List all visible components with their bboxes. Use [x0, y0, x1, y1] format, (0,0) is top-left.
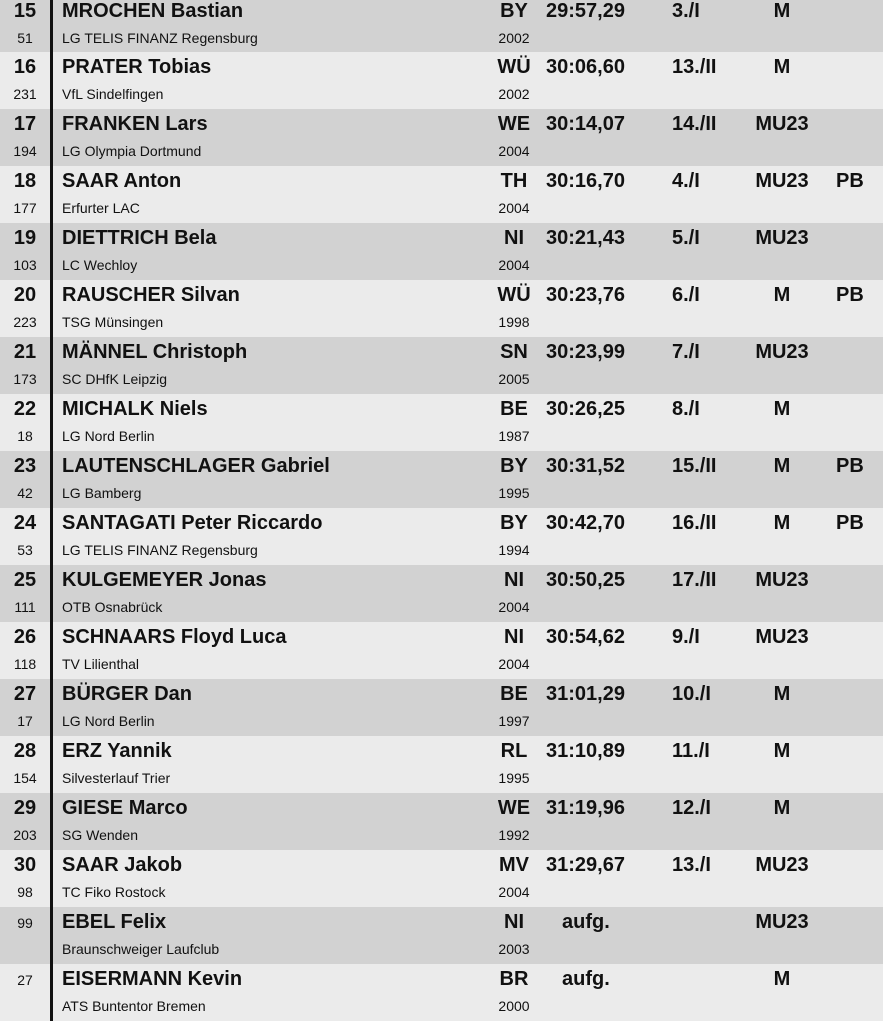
- finish-time: 30:21,43: [546, 227, 625, 249]
- state-code: BY: [500, 0, 528, 22]
- bib-number: 98: [17, 884, 33, 900]
- athlete-name: ERZ Yannik: [62, 740, 172, 762]
- club-name: LG Nord Berlin: [62, 713, 155, 729]
- club-name: LG Nord Berlin: [62, 428, 155, 444]
- column-divider: [50, 622, 53, 679]
- result-row: [0, 451, 883, 508]
- age-category: M: [773, 740, 791, 762]
- class-rank: 3./I: [672, 0, 700, 22]
- athlete-name: SCHNAARS Floyd Luca: [62, 626, 287, 648]
- place-number: 29: [13, 797, 37, 819]
- birth-year: 2004: [498, 884, 530, 900]
- state-code: WE: [497, 797, 531, 819]
- club-name: SG Wenden: [62, 827, 139, 843]
- result-row: [0, 907, 883, 964]
- club-name: TC Fiko Rostock: [62, 884, 166, 900]
- birth-year: 2004: [498, 599, 530, 615]
- athlete-name: MROCHEN Bastian: [62, 0, 244, 22]
- state-code: BY: [500, 455, 528, 477]
- athlete-name: MÄNNEL Christoph: [62, 341, 248, 363]
- finish-time: 30:16,70: [546, 170, 625, 192]
- finish-time: 30:26,25: [546, 398, 625, 420]
- class-rank: 8./I: [672, 398, 700, 420]
- class-rank: 5./I: [672, 227, 700, 249]
- birth-year: 2005: [498, 371, 530, 387]
- place-number: 17: [13, 113, 37, 135]
- place-number: 24: [13, 512, 37, 534]
- birth-year: 1998: [498, 314, 530, 330]
- club-name: VfL Sindelfingen: [62, 86, 164, 102]
- state-code: RL: [500, 740, 528, 762]
- age-category: M: [773, 455, 791, 477]
- result-row: [0, 223, 883, 280]
- state-code: TH: [500, 170, 528, 192]
- athlete-name: BÜRGER Dan: [62, 683, 193, 705]
- result-row: [0, 394, 883, 451]
- place-number: 15: [13, 0, 37, 22]
- athlete-name: FRANKEN Lars: [62, 113, 208, 135]
- result-row: [0, 622, 883, 679]
- age-category: M: [773, 797, 791, 819]
- column-divider: [50, 907, 53, 964]
- column-divider: [50, 394, 53, 451]
- class-rank: 4./I: [672, 170, 700, 192]
- finish-time: aufg.: [562, 968, 610, 990]
- place-number: 23: [13, 455, 37, 477]
- personal-best-badge: PB: [836, 455, 864, 477]
- result-row: [0, 793, 883, 850]
- place-number: 28: [13, 740, 37, 762]
- club-name: Silvesterlauf Trier: [62, 770, 171, 786]
- club-name: LC Wechloy: [62, 257, 138, 273]
- age-category: MU23: [755, 911, 809, 933]
- bib-number: 223: [13, 314, 37, 330]
- age-category: M: [773, 968, 791, 990]
- age-category: MU23: [755, 626, 809, 648]
- place-number: 25: [13, 569, 37, 591]
- birth-year: 2004: [498, 143, 530, 159]
- athlete-name: KULGEMEYER Jonas: [62, 569, 267, 591]
- age-category: M: [773, 683, 791, 705]
- club-name: Braunschweiger Laufclub: [62, 941, 220, 957]
- class-rank: 6./I: [672, 284, 700, 306]
- athlete-name: DIETTRICH Bela: [62, 227, 217, 249]
- age-category: M: [773, 398, 791, 420]
- birth-year: 2004: [498, 656, 530, 672]
- age-category: MU23: [755, 854, 809, 876]
- personal-best-badge: PB: [836, 512, 864, 534]
- state-code: WÜ: [497, 56, 531, 78]
- column-divider: [50, 109, 53, 166]
- birth-year: 2004: [498, 257, 530, 273]
- state-code: NI: [504, 626, 524, 648]
- athlete-name: LAUTENSCHLAGER Gabriel: [62, 455, 330, 477]
- finish-time: 31:29,67: [546, 854, 625, 876]
- class-rank: 7./I: [672, 341, 700, 363]
- bib-number: 154: [13, 770, 37, 786]
- state-code: NI: [504, 569, 524, 591]
- birth-year: 2004: [498, 200, 530, 216]
- column-divider: [50, 223, 53, 280]
- birth-year: 1994: [498, 542, 530, 558]
- athlete-name: EISERMANN Kevin: [62, 968, 243, 990]
- result-row: [0, 337, 883, 394]
- bib-number: 42: [17, 485, 33, 501]
- place-number: 27: [13, 683, 37, 705]
- bib-number: 173: [13, 371, 37, 387]
- place-number: 22: [13, 398, 37, 420]
- bib-number: 111: [14, 599, 36, 615]
- athlete-name: EBEL Felix: [62, 911, 167, 933]
- class-rank: 16./II: [672, 512, 717, 534]
- class-rank: 17./II: [672, 569, 717, 591]
- club-name: TV Lilienthal: [62, 656, 140, 672]
- class-rank: 9./I: [672, 626, 700, 648]
- state-code: WE: [497, 113, 531, 135]
- age-category: MU23: [755, 170, 809, 192]
- finish-time: 30:23,99: [546, 341, 625, 363]
- age-category: MU23: [755, 227, 809, 249]
- finish-time: 30:23,76: [546, 284, 625, 306]
- athlete-name: PRATER Tobias: [62, 56, 212, 78]
- result-row: [0, 52, 883, 109]
- finish-time: 30:14,07: [546, 113, 625, 135]
- class-rank: 15./II: [672, 455, 717, 477]
- result-row: [0, 565, 883, 622]
- club-name: LG Bamberg: [62, 485, 142, 501]
- athlete-name: MICHALK Niels: [62, 398, 208, 420]
- age-category: M: [773, 56, 791, 78]
- club-name: LG Olympia Dortmund: [62, 143, 202, 159]
- bib-number: 17: [17, 713, 33, 729]
- finish-time: 31:19,96: [546, 797, 625, 819]
- class-rank: 13./I: [672, 854, 711, 876]
- class-rank: 14./II: [672, 113, 717, 135]
- age-category: M: [773, 0, 791, 22]
- place-number: 19: [13, 227, 37, 249]
- bib-number: 51: [17, 30, 33, 46]
- club-name: ATS Buntentor Bremen: [62, 998, 206, 1014]
- athlete-name: SANTAGATI Peter Riccardo: [62, 512, 323, 534]
- class-rank: 11./I: [672, 740, 710, 762]
- column-divider: [50, 337, 53, 394]
- result-row: [0, 166, 883, 223]
- column-divider: [50, 0, 53, 52]
- state-code: BE: [500, 398, 528, 420]
- birth-year: 1992: [498, 827, 530, 843]
- age-category: MU23: [755, 113, 809, 135]
- finish-time: 31:01,29: [546, 683, 625, 705]
- athlete-name: SAAR Anton: [62, 170, 182, 192]
- birth-year: 2003: [498, 941, 530, 957]
- finish-time: 31:10,89: [546, 740, 625, 762]
- column-divider: [50, 52, 53, 109]
- club-name: Erfurter LAC: [62, 200, 140, 216]
- state-code: BR: [499, 968, 529, 990]
- birth-year: 1995: [498, 770, 530, 786]
- state-code: WÜ: [497, 284, 531, 306]
- column-divider: [50, 850, 53, 907]
- club-name: LG TELIS FINANZ Regensburg: [62, 542, 258, 558]
- class-rank: 13./II: [672, 56, 717, 78]
- result-row: [0, 280, 883, 337]
- birth-year: 1997: [498, 713, 530, 729]
- class-rank: 12./I: [672, 797, 711, 819]
- bib-number: 118: [13, 656, 37, 672]
- bib-number: 194: [13, 143, 37, 159]
- bib-number: 103: [13, 257, 37, 273]
- column-divider: [50, 964, 53, 1021]
- age-category: MU23: [755, 341, 809, 363]
- finish-time: aufg.: [562, 911, 610, 933]
- result-row: [0, 964, 883, 1021]
- column-divider: [50, 736, 53, 793]
- result-row: [0, 679, 883, 736]
- finish-time: 30:31,52: [546, 455, 625, 477]
- club-name: SC DHfK Leipzig: [62, 371, 168, 387]
- finish-time: 30:54,62: [546, 626, 625, 648]
- state-code: BY: [500, 512, 528, 534]
- finish-time: 30:42,70: [546, 512, 625, 534]
- state-code: NI: [504, 227, 524, 249]
- personal-best-badge: PB: [836, 284, 864, 306]
- birth-year: 2002: [498, 86, 530, 102]
- place-number: 16: [13, 56, 37, 78]
- age-category: M: [773, 284, 791, 306]
- place-number: 27: [17, 972, 33, 988]
- column-divider: [50, 451, 53, 508]
- age-category: M: [773, 512, 791, 534]
- club-name: LG TELIS FINANZ Regensburg: [62, 30, 258, 46]
- club-name: OTB Osnabrück: [62, 599, 163, 615]
- finish-time: 29:57,29: [546, 0, 625, 22]
- birth-year: 1987: [498, 428, 530, 444]
- place-number: 99: [17, 915, 33, 931]
- bib-number: 231: [13, 86, 37, 102]
- column-divider: [50, 679, 53, 736]
- class-rank: 10./I: [672, 683, 711, 705]
- place-number: 18: [13, 170, 37, 192]
- place-number: 26: [13, 626, 37, 648]
- bib-number: 53: [17, 542, 33, 558]
- column-divider: [50, 166, 53, 223]
- birth-year: 1995: [498, 485, 530, 501]
- finish-time: 30:50,25: [546, 569, 625, 591]
- column-divider: [50, 508, 53, 565]
- result-row: [0, 109, 883, 166]
- place-number: 20: [13, 284, 37, 306]
- place-number: 21: [13, 341, 37, 363]
- athlete-name: RAUSCHER Silvan: [62, 284, 240, 306]
- state-code: MV: [499, 854, 529, 876]
- state-code: BE: [500, 683, 528, 705]
- result-row: [0, 508, 883, 565]
- club-name: TSG Münsingen: [62, 314, 164, 330]
- column-divider: [50, 280, 53, 337]
- bib-number: 177: [13, 200, 37, 216]
- result-row: [0, 850, 883, 907]
- finish-time: 30:06,60: [546, 56, 625, 78]
- athlete-name: GIESE Marco: [62, 797, 188, 819]
- birth-year: 2000: [498, 998, 530, 1014]
- place-number: 30: [13, 854, 37, 876]
- birth-year: 2002: [498, 30, 530, 46]
- age-category: MU23: [755, 569, 809, 591]
- athlete-name: SAAR Jakob: [62, 854, 183, 876]
- column-divider: [50, 565, 53, 622]
- state-code: SN: [500, 341, 528, 363]
- column-divider: [50, 793, 53, 850]
- state-code: NI: [504, 911, 524, 933]
- bib-number: 18: [17, 428, 33, 444]
- result-row: [0, 736, 883, 793]
- personal-best-badge: PB: [836, 170, 864, 192]
- result-row: [0, 0, 883, 52]
- bib-number: 203: [13, 827, 37, 843]
